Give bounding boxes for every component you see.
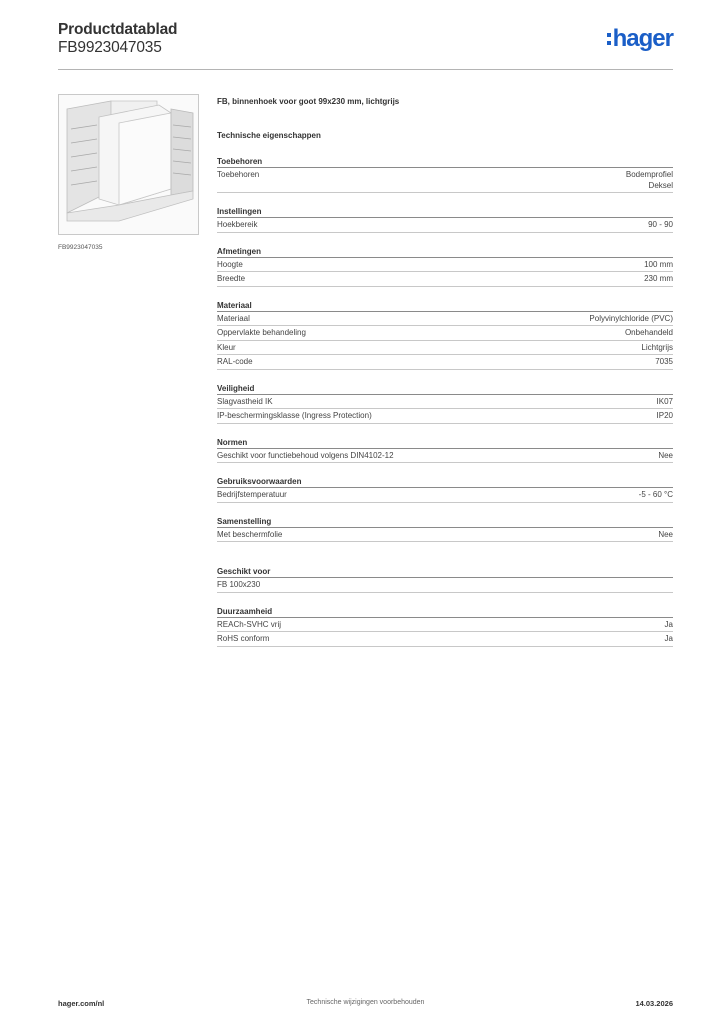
- section-title: Gebruiksvoorwaarden: [217, 476, 673, 488]
- section-title: Toebehoren: [217, 156, 673, 168]
- spec-label: FB 100x230: [217, 580, 261, 589]
- spec-row: [217, 258, 673, 273]
- spec-label: Hoogte: [217, 259, 243, 269]
- section-title: Instellingen: [217, 206, 673, 218]
- spec-row: [217, 218, 673, 233]
- spec-value-line: Ja: [664, 619, 673, 629]
- spec-value-line: Ja: [664, 634, 673, 643]
- product-photo-inner-corner-icon: [59, 95, 198, 234]
- spec-row: [217, 409, 673, 424]
- product-title: FB, binnenhoek voor goot 99x230 mm, lichtgrijs: [217, 97, 400, 106]
- spec-row: [217, 312, 673, 327]
- spec-value-line: Bodemprofiel: [625, 170, 673, 179]
- spec-label: RoHS conform: [217, 634, 270, 643]
- spec-value-line: Onbehandeld: [624, 328, 673, 337]
- footer-website[interactable]: hager.com/nl: [58, 999, 105, 1008]
- document-number: FB9923047035: [58, 39, 162, 56]
- spec-row: [217, 341, 673, 356]
- spec-sections: [217, 156, 673, 647]
- spec-value-line: 90 - 90: [648, 220, 673, 229]
- spec-value-line: -5 - 60 °C: [638, 490, 673, 499]
- footer-date: 14.03.2026: [635, 999, 673, 1008]
- section-title: Materiaal: [217, 300, 673, 312]
- spec-row: [217, 578, 673, 593]
- page-header: [58, 21, 673, 70]
- section-title: Afmetingen: [217, 246, 673, 258]
- spec-value: [655, 357, 673, 368]
- spec-label: Geschikt voor functiebehoud volgens DIN4102-12: [217, 450, 394, 460]
- specifications: [217, 96, 673, 647]
- spec-section: [217, 206, 673, 233]
- spec-label: Bedrijfstemperatuur: [217, 490, 287, 499]
- spec-value: [589, 314, 673, 325]
- hager-logo: [607, 27, 673, 51]
- spec-value-line: Polyvinylchloride (PVC): [589, 313, 673, 323]
- spec-row: [217, 632, 673, 647]
- spec-label: Met beschermfolie: [217, 529, 283, 539]
- spec-value: [657, 411, 673, 422]
- spec-value-line: 100 mm: [644, 259, 673, 269]
- spec-section: [217, 383, 673, 424]
- spec-section: [217, 156, 673, 193]
- spec-row: [217, 168, 673, 193]
- spec-label: Toebehoren: [217, 170, 260, 179]
- tech-properties-heading: Technische eigenschappen: [217, 131, 321, 140]
- logo-colon-icon: [607, 33, 611, 45]
- spec-section: [217, 300, 673, 370]
- spec-value: [644, 274, 673, 285]
- spec-section: [217, 437, 673, 464]
- spec-row: [217, 355, 673, 370]
- spec-value: [657, 397, 673, 408]
- spec-label: RAL-code: [217, 357, 253, 366]
- spec-label: IP-beschermingsklasse (Ingress Protection): [217, 411, 372, 420]
- spec-value-line: Nee: [658, 529, 673, 539]
- spec-value-line: Lichtgrijs: [641, 342, 673, 352]
- section-title: Duurzaamheid: [217, 606, 673, 618]
- spec-row: [217, 272, 673, 287]
- document-title: Productdatablad: [58, 21, 178, 38]
- spec-label: Oppervlakte behandeling: [217, 328, 306, 337]
- spec-section: [217, 516, 673, 543]
- spec-row: [217, 449, 673, 464]
- spec-value: [648, 220, 673, 231]
- logo-text: hager: [612, 25, 673, 52]
- spec-value-line: 230 mm: [644, 274, 673, 283]
- spec-label: Hoekbereik: [217, 220, 258, 229]
- spec-value: [641, 343, 673, 354]
- spec-section: [217, 246, 673, 287]
- section-title: Samenstelling: [217, 516, 673, 528]
- image-caption: FB9923047035: [58, 244, 103, 251]
- spec-value: [665, 620, 673, 631]
- spec-row: [217, 395, 673, 410]
- spec-value: [639, 490, 673, 501]
- spec-value: [658, 451, 673, 462]
- spec-label: Materiaal: [217, 313, 250, 323]
- spec-value: [644, 260, 673, 271]
- spec-value-line: Nee: [658, 450, 673, 460]
- spec-value-line: 7035: [655, 357, 673, 366]
- spec-label: Slagvastheid IK: [217, 396, 273, 406]
- spec-section: [217, 566, 673, 593]
- section-title: Veiligheid: [217, 383, 673, 395]
- spec-value: [626, 170, 673, 191]
- spec-section: [217, 476, 673, 503]
- spec-label: Kleur: [217, 342, 236, 352]
- footer-notice: Technische wijzigingen voorbehouden: [306, 999, 425, 1006]
- spec-row: [217, 488, 673, 503]
- spec-row: [217, 326, 673, 341]
- spec-value: [658, 530, 673, 541]
- spec-value: [665, 634, 673, 645]
- spec-row: [217, 618, 673, 633]
- spec-row: [217, 528, 673, 543]
- spec-value-line: IP20: [656, 411, 673, 420]
- spec-value: [625, 328, 673, 339]
- section-title: Normen: [217, 437, 673, 449]
- spec-value-line: IK07: [656, 396, 673, 406]
- spec-label: REACh-SVHC vrij: [217, 619, 282, 629]
- spec-section: [217, 606, 673, 647]
- section-title: Geschikt voor: [217, 566, 673, 578]
- product-image: [58, 94, 199, 235]
- spec-value-line: Deksel: [648, 180, 673, 190]
- spec-label: Breedte: [217, 274, 246, 283]
